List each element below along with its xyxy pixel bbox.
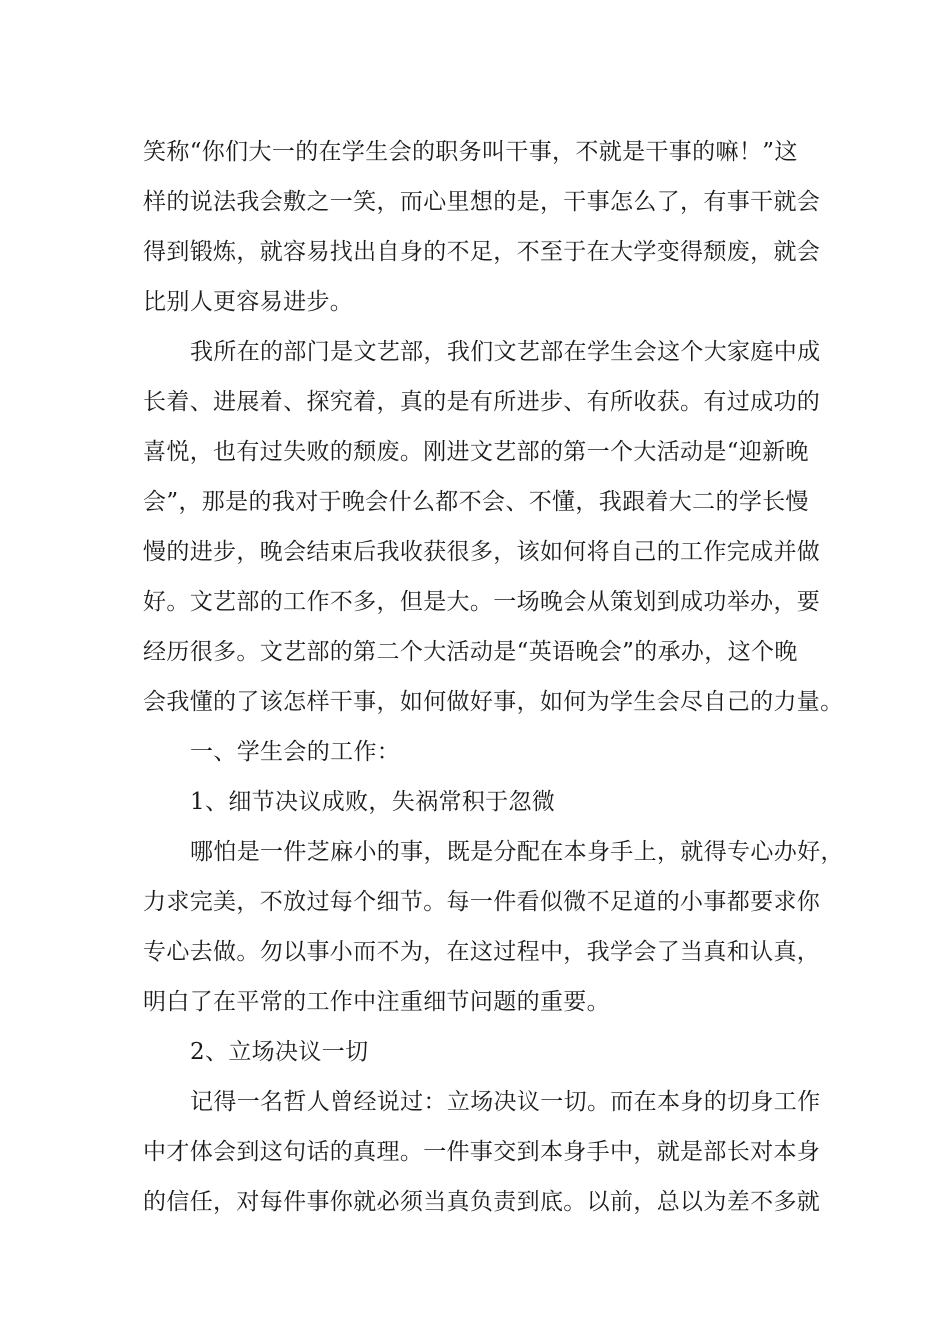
section-heading: 一、学生会的工作： — [190, 739, 401, 765]
text-line: 明白了在平常的工作中注重细节问题的重要。 — [143, 989, 610, 1015]
paragraph-first-line: 我所在的部门是文艺部，我们文艺部在学生会这个大家庭中成 — [190, 339, 821, 365]
text-line: 样的说法我会敷之一笑，而心里想的是，干事怎么了，有事干就会 — [143, 189, 821, 215]
text-line: 比别人更容易进步。 — [143, 289, 354, 315]
text-line: 长着、进展着、探究着，真的是有所进步、有所收获。有过成功的 — [143, 389, 821, 415]
subsection-heading: 1、细节决议成败，失祸常积于忽微 — [190, 789, 556, 815]
text-line: 的信任，对每件事你就必须当真负责到底。以前，总以为差不多就 — [143, 1189, 821, 1215]
text-line: 笑称“你们大一的在学生会的职务叫干事，不就是干事的嘛！”这 — [143, 139, 798, 165]
text-line: 好。文艺部的工作不多，但是大。一场晚会从策划到成功举办，要 — [143, 589, 821, 615]
subsection-heading: 2、立场决议一切 — [190, 1039, 369, 1065]
text-line: 会我懂的了该怎样干事，如何做好事，如何为学生会尽自己的力量。 — [143, 689, 844, 715]
text-line: 力求完美，不放过每个细节。每一件看似微不足道的小事都要求你 — [143, 889, 821, 915]
text-line: 中才体会到这句话的真理。一件事交到本身手中，就是部长对本身 — [143, 1139, 821, 1165]
text-line: 经历很多。文艺部的第二个大活动是“英语晚会”的承办，这个晚 — [143, 639, 798, 665]
paragraph-first-line: 记得一名哲人曾经说过：立场决议一切。而在本身的切身工作 — [190, 1089, 821, 1115]
text-line: 得到锻炼，就容易找出自身的不足，不至于在大学变得颓废，就会 — [143, 239, 821, 265]
text-line: 专心去做。勿以事小而不为，在这过程中，我学会了当真和认真， — [143, 939, 821, 965]
text-line: 慢的进步，晚会结束后我收获很多，该如何将自己的工作完成并做 — [143, 539, 821, 565]
text-line: 喜悦，也有过失败的颓废。刚进文艺部的第一个大活动是“迎新晚 — [143, 439, 809, 465]
paragraph-first-line: 哪怕是一件芝麻小的事，既是分配在本身手上，就得专心办好， — [190, 839, 844, 865]
text-line: 会”，那是的我对于晚会什么都不会、不懂，我跟着大二的学长慢 — [143, 489, 809, 515]
